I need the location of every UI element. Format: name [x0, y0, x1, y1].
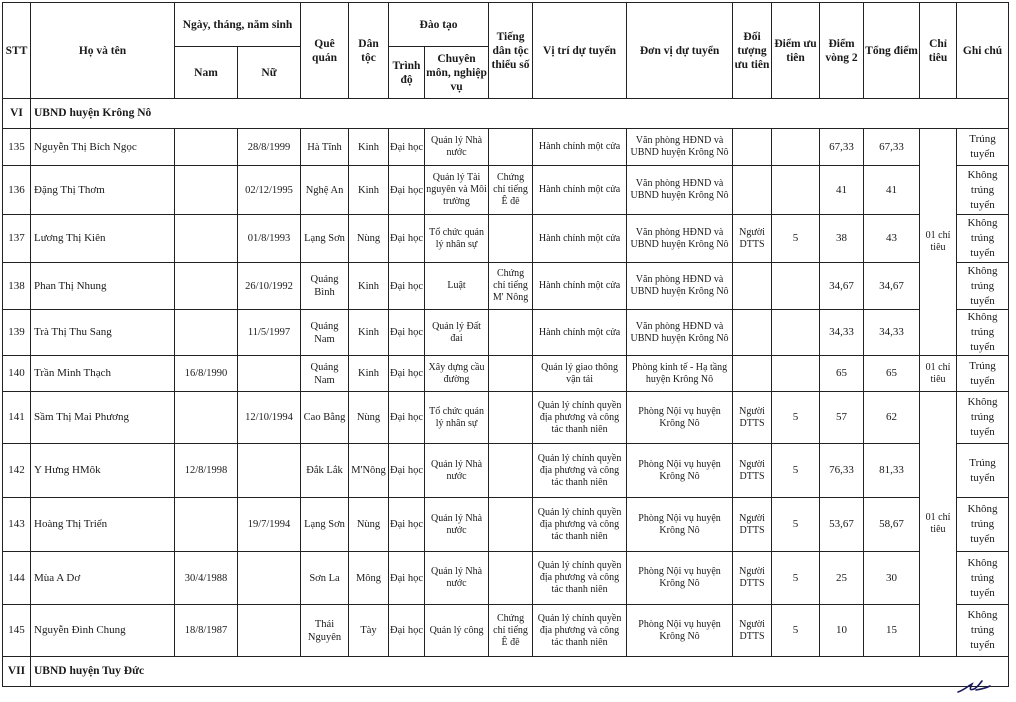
cell-priority-score [772, 356, 820, 392]
cell-round2-score: 38 [820, 215, 864, 263]
cell-hometown: Sơn La [301, 552, 349, 605]
cell-total-score: 30 [864, 552, 920, 605]
cell-position: Quản lý chính quyền địa phương và công tác thanh niên [533, 392, 627, 444]
cell-priority-group [733, 310, 772, 356]
cell-ethnicity: Kinh [349, 356, 389, 392]
cell-stt: 139 [3, 310, 31, 356]
cell-ethnic-language: Chứng chỉ tiếng Ê đê [489, 605, 533, 657]
cell-unit: Phòng Nội vụ huyện Krông Nô [627, 605, 733, 657]
cell-major: Luật [425, 263, 489, 310]
cell-ethnicity: Kinh [349, 166, 389, 215]
cell-ethnic-language [489, 215, 533, 263]
section-title: UBND huyện Krông Nô [31, 99, 1009, 129]
cell-unit: Phòng kinh tế - Hạ tầng huyện Krông Nô [627, 356, 733, 392]
cell-total-score: 65 [864, 356, 920, 392]
cell-note: Không trúng tuyển [957, 498, 1009, 552]
cell-ethnic-language [489, 310, 533, 356]
cell-priority-group: Người DTTS [733, 552, 772, 605]
cell-note: Không trúng tuyển [957, 605, 1009, 657]
cell-total-score: 15 [864, 605, 920, 657]
cell-major: Quản lý Tài nguyên và Môi trường [425, 166, 489, 215]
cell-priority-group [733, 263, 772, 310]
cell-major: Quản lý Nhà nước [425, 444, 489, 498]
cell-male-dob: 30/4/1988 [175, 552, 238, 605]
table-row [3, 166, 1009, 215]
cell-hometown: Quảng Nam [301, 310, 349, 356]
cell-position: Quản lý giao thông vận tải [533, 356, 627, 392]
cell-note: Không trúng tuyển [957, 392, 1009, 444]
cell-name: Trần Minh Thạch [31, 356, 175, 392]
cell-hometown: Hà Tĩnh [301, 129, 349, 166]
cell-major: Quản lý công [425, 605, 489, 657]
cell-hometown: Quảng Bình [301, 263, 349, 310]
cell-level: Đại học [389, 356, 425, 392]
table-row [3, 356, 1009, 392]
cell-hometown: Nghệ An [301, 166, 349, 215]
cell-priority-group: Người DTTS [733, 498, 772, 552]
cell-name: Nguyễn Thị Bích Ngọc [31, 129, 175, 166]
header-total-score: Tổng điểm [864, 3, 920, 99]
cell-female-dob: 12/10/1994 [238, 392, 301, 444]
header-stt: STT [3, 3, 31, 99]
cell-ethnic-language [489, 498, 533, 552]
cell-hometown: Đắk Lắk [301, 444, 349, 498]
cell-round2-score: 65 [820, 356, 864, 392]
cell-level: Đại học [389, 498, 425, 552]
signature-mark [956, 676, 992, 696]
cell-name: Nguyễn Đình Chung [31, 605, 175, 657]
cell-round2-score: 76,33 [820, 444, 864, 498]
header-major: Chuyên môn, nghiệp vụ [425, 47, 489, 99]
cell-female-dob: 02/12/1995 [238, 166, 301, 215]
cell-name: Mùa A Dơ [31, 552, 175, 605]
cell-male-dob [175, 166, 238, 215]
cell-male-dob: 18/8/1987 [175, 605, 238, 657]
cell-priority-score: 5 [772, 392, 820, 444]
cell-note: Không trúng tuyển [957, 552, 1009, 605]
table-row [3, 392, 1009, 444]
cell-total-score: 81,33 [864, 444, 920, 498]
header-training: Đào tạo [389, 3, 489, 47]
cell-level: Đại học [389, 444, 425, 498]
cell-round2-score: 57 [820, 392, 864, 444]
cell-priority-score [772, 310, 820, 356]
header-priority-score: Điểm ưu tiên [772, 3, 820, 99]
cell-total-score: 34,33 [864, 310, 920, 356]
cell-note: Không trúng tuyển [957, 310, 1009, 356]
cell-unit: Văn phòng HĐND và UBND huyện Krông Nô [627, 310, 733, 356]
cell-female-dob [238, 444, 301, 498]
cell-male-dob [175, 129, 238, 166]
header-male: Nam [175, 47, 238, 99]
cell-priority-score [772, 166, 820, 215]
cell-female-dob: 11/5/1997 [238, 310, 301, 356]
cell-female-dob [238, 552, 301, 605]
cell-ethnic-language [489, 392, 533, 444]
table-row [3, 129, 1009, 166]
section-title: UBND huyện Tuy Đức [31, 657, 1009, 687]
cell-priority-score: 5 [772, 498, 820, 552]
header-name: Họ và tên [31, 3, 175, 99]
cell-unit: Văn phòng HĐND và UBND huyện Krông Nô [627, 129, 733, 166]
cell-name: Y Hưng HMôk [31, 444, 175, 498]
cell-position: Hành chính một cửa [533, 129, 627, 166]
cell-priority-score: 5 [772, 605, 820, 657]
cell-ethnicity: M'Nông [349, 444, 389, 498]
cell-male-dob [175, 310, 238, 356]
cell-round2-score: 10 [820, 605, 864, 657]
cell-ethnic-language [489, 444, 533, 498]
cell-major: Quản lý Đất đai [425, 310, 489, 356]
cell-name: Sầm Thị Mai Phương [31, 392, 175, 444]
header-level: Trình độ [389, 47, 425, 99]
cell-total-score: 58,67 [864, 498, 920, 552]
cell-ethnic-language [489, 552, 533, 605]
cell-position: Hành chính một cửa [533, 263, 627, 310]
cell-priority-score [772, 263, 820, 310]
section-number: VI [3, 99, 31, 129]
cell-name: Lương Thị Kiên [31, 215, 175, 263]
table-row [3, 605, 1009, 657]
header-priority-group: Đối tượng ưu tiên [733, 3, 772, 99]
cell-position: Hành chính một cửa [533, 310, 627, 356]
header-ethnicity: Dân tộc [349, 3, 389, 99]
cell-ethnicity: Nùng [349, 498, 389, 552]
cell-name: Phan Thị Nhung [31, 263, 175, 310]
section-number: VII [3, 657, 31, 687]
cell-note: Trúng tuyển [957, 356, 1009, 392]
cell-ethnicity: Nùng [349, 215, 389, 263]
cell-female-dob: 01/8/1993 [238, 215, 301, 263]
header-female: Nữ [238, 47, 301, 99]
cell-level: Đại học [389, 392, 425, 444]
cell-note: Trúng tuyển [957, 444, 1009, 498]
cell-note: Trúng tuyển [957, 129, 1009, 166]
cell-round2-score: 67,33 [820, 129, 864, 166]
cell-priority-group: Người DTTS [733, 444, 772, 498]
cell-female-dob: 28/8/1999 [238, 129, 301, 166]
cell-round2-score: 25 [820, 552, 864, 605]
cell-position: Quản lý chính quyền địa phương và công tác thanh niên [533, 605, 627, 657]
cell-unit: Phòng Nội vụ huyện Krông Nô [627, 392, 733, 444]
section-row [3, 99, 1009, 129]
cell-level: Đại học [389, 310, 425, 356]
header-hometown: Quê quán [301, 3, 349, 99]
cell-stt: 144 [3, 552, 31, 605]
table-row [3, 263, 1009, 310]
cell-round2-score: 53,67 [820, 498, 864, 552]
cell-priority-score: 5 [772, 552, 820, 605]
cell-level: Đại học [389, 605, 425, 657]
cell-major: Quản lý Nhà nước [425, 498, 489, 552]
header-quota: Chỉ tiêu [920, 3, 957, 99]
cell-priority-group: Người DTTS [733, 392, 772, 444]
cell-major: Xây dựng cầu đường [425, 356, 489, 392]
cell-stt: 143 [3, 498, 31, 552]
cell-priority-group: Người DTTS [733, 605, 772, 657]
cell-ethnicity: Tày [349, 605, 389, 657]
cell-priority-score [772, 129, 820, 166]
table-row [3, 215, 1009, 263]
cell-hometown: Thái Nguyên [301, 605, 349, 657]
cell-ethnicity: Kinh [349, 310, 389, 356]
cell-ethnic-language [489, 129, 533, 166]
cell-priority-group: Người DTTS [733, 215, 772, 263]
cell-level: Đại học [389, 552, 425, 605]
cell-stt: 145 [3, 605, 31, 657]
cell-stt: 140 [3, 356, 31, 392]
cell-level: Đại học [389, 129, 425, 166]
cell-female-dob: 19/7/1994 [238, 498, 301, 552]
cell-male-dob: 12/8/1998 [175, 444, 238, 498]
cell-major: Quản lý Nhà nước [425, 552, 489, 605]
cell-priority-group [733, 129, 772, 166]
cell-priority-group [733, 356, 772, 392]
header-note: Ghi chú [957, 3, 1009, 99]
cell-unit: Văn phòng HĐND và UBND huyện Krông Nô [627, 166, 733, 215]
cell-male-dob: 16/8/1990 [175, 356, 238, 392]
cell-major: Tổ chức quản lý nhân sự [425, 215, 489, 263]
header-unit: Đơn vị dự tuyển [627, 3, 733, 99]
cell-hometown: Quảng Nam [301, 356, 349, 392]
cell-stt: 137 [3, 215, 31, 263]
cell-hometown: Lạng Sơn [301, 498, 349, 552]
cell-male-dob [175, 392, 238, 444]
cell-round2-score: 34,67 [820, 263, 864, 310]
cell-position: Quản lý chính quyền địa phương và công tác thanh niên [533, 552, 627, 605]
cell-priority-score: 5 [772, 215, 820, 263]
cell-ethnicity: Kinh [349, 129, 389, 166]
cell-total-score: 62 [864, 392, 920, 444]
cell-stt: 136 [3, 166, 31, 215]
cell-ethnic-language: Chứng chỉ tiếng Ê đê [489, 166, 533, 215]
header-round2-score: Điểm vòng 2 [820, 3, 864, 99]
cell-major: Quản lý Nhà nước [425, 129, 489, 166]
cell-male-dob [175, 263, 238, 310]
cell-level: Đại học [389, 215, 425, 263]
cell-ethnicity: Mông [349, 552, 389, 605]
cell-round2-score: 34,33 [820, 310, 864, 356]
cell-stt: 141 [3, 392, 31, 444]
cell-hometown: Cao Bằng [301, 392, 349, 444]
cell-level: Đại học [389, 166, 425, 215]
header-ethnic-language: Tiếng dân tộc thiểu số [489, 3, 533, 99]
cell-female-dob [238, 356, 301, 392]
header-position: Vị trí dự tuyển [533, 3, 627, 99]
cell-name: Trà Thị Thu Sang [31, 310, 175, 356]
cell-total-score: 43 [864, 215, 920, 263]
table-row [3, 444, 1009, 498]
cell-major: Tổ chức quản lý nhân sự [425, 392, 489, 444]
cell-quota: 01 chỉ tiêu [920, 129, 957, 356]
cell-priority-group [733, 166, 772, 215]
cell-unit: Phòng Nội vụ huyện Krông Nô [627, 498, 733, 552]
cell-total-score: 34,67 [864, 263, 920, 310]
cell-note: Không trúng tuyển [957, 215, 1009, 263]
cell-male-dob [175, 215, 238, 263]
cell-note: Không trúng tuyển [957, 263, 1009, 310]
cell-quota: 01 chỉ tiêu [920, 356, 957, 392]
header-dob: Ngày, tháng, năm sinh [175, 3, 301, 47]
cell-round2-score: 41 [820, 166, 864, 215]
cell-name: Hoàng Thị Triển [31, 498, 175, 552]
cell-position: Quản lý chính quyền địa phương và công tác thanh niên [533, 444, 627, 498]
cell-hometown: Lạng Sơn [301, 215, 349, 263]
table-row [3, 552, 1009, 605]
table-row [3, 310, 1009, 356]
cell-male-dob [175, 498, 238, 552]
cell-ethnicity: Kinh [349, 263, 389, 310]
cell-stt: 142 [3, 444, 31, 498]
cell-position: Quản lý chính quyền địa phương và công tác thanh niên [533, 498, 627, 552]
cell-female-dob [238, 605, 301, 657]
cell-female-dob: 26/10/1992 [238, 263, 301, 310]
cell-unit: Văn phòng HĐND và UBND huyện Krông Nô [627, 263, 733, 310]
cell-ethnic-language [489, 356, 533, 392]
cell-name: Đặng Thị Thơm [31, 166, 175, 215]
cell-ethnic-language: Chứng chỉ tiếng M' Nông [489, 263, 533, 310]
cell-quota: 01 chỉ tiêu [920, 392, 957, 657]
cell-total-score: 67,33 [864, 129, 920, 166]
cell-total-score: 41 [864, 166, 920, 215]
cell-ethnicity: Nùng [349, 392, 389, 444]
cell-position: Hành chính một cửa [533, 215, 627, 263]
cell-level: Đại học [389, 263, 425, 310]
section-row [3, 657, 1009, 687]
cell-unit: Văn phòng HĐND và UBND huyện Krông Nô [627, 215, 733, 263]
results-table [2, 2, 1009, 687]
cell-position: Hành chính một cửa [533, 166, 627, 215]
cell-unit: Phòng Nội vụ huyện Krông Nô [627, 444, 733, 498]
cell-stt: 138 [3, 263, 31, 310]
cell-stt: 135 [3, 129, 31, 166]
table-row [3, 498, 1009, 552]
cell-note: Không trúng tuyển [957, 166, 1009, 215]
cell-priority-score: 5 [772, 444, 820, 498]
cell-unit: Phòng Nội vụ huyện Krông Nô [627, 552, 733, 605]
